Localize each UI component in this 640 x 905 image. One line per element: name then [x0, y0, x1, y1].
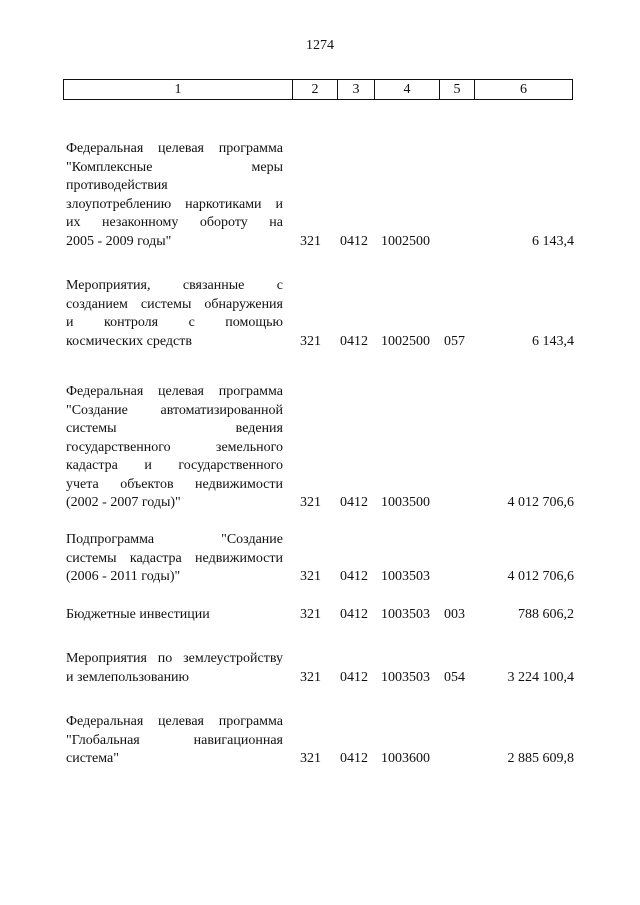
description-line: кадастра и государственного — [66, 458, 283, 473]
header-col-2: 2 — [292, 80, 337, 99]
cell-expense-type: 054 — [444, 669, 465, 685]
cell-glava: 321 — [300, 495, 321, 510]
description-line: Бюджетные инвестиции — [66, 607, 210, 622]
cell-target-article: 1002500 — [381, 233, 430, 249]
cell-sum: 6 143,4 — [532, 333, 574, 349]
cell-sum: 788 606,2 — [518, 607, 574, 622]
description-line: "Комплексные меры — [66, 159, 283, 175]
description-line: Федеральная целевая программа — [66, 384, 283, 399]
cell-sum: 4 012 706,6 — [507, 495, 574, 510]
cell-glava: 321 — [300, 607, 321, 622]
row-description — [66, 650, 283, 687]
description-line: и контроля с помощью — [66, 315, 283, 330]
description-line: 2005 - 2009 годы" — [66, 233, 172, 249]
cell-target-article: 1003503 — [381, 569, 430, 584]
description-line: созданием системы обнаружения — [66, 296, 283, 312]
cell-target-article: 1003503 — [381, 669, 430, 685]
description-line: Мероприятия, связанные с — [66, 278, 283, 293]
header-col-1: 1 — [174, 82, 182, 97]
description-line: и землепользованию — [66, 669, 190, 685]
header-col-6: 6 — [474, 80, 572, 99]
row-description — [66, 713, 283, 769]
cell-expense-type: 003 — [444, 607, 465, 622]
cell-glava: 321 — [300, 669, 321, 685]
row-description — [66, 606, 283, 625]
description-line: космических средств — [66, 333, 192, 349]
description-line: (2006 - 2011 годы)" — [66, 569, 181, 584]
cell-sum: 2 885 609,8 — [507, 751, 574, 766]
cell-glava: 321 — [300, 333, 321, 349]
header-col-5: 5 — [439, 80, 474, 99]
description-line: государственного земельного — [66, 439, 283, 455]
cell-target-article: 1003500 — [381, 495, 430, 510]
cell-razdel: 0412 — [340, 233, 368, 249]
cell-razdel: 0412 — [340, 607, 368, 622]
cell-razdel: 0412 — [340, 495, 368, 510]
cell-sum: 6 143,4 — [532, 233, 574, 249]
cell-razdel: 0412 — [340, 669, 368, 685]
description-line: злоупотреблению наркотиками и — [66, 196, 283, 212]
page-number: 1274 — [306, 38, 334, 53]
description-line: Мероприятия по землеустройству — [66, 651, 283, 666]
description-line: учета объектов недвижимости — [66, 476, 283, 492]
header-col-4: 4 — [374, 80, 439, 99]
cell-glava: 321 — [300, 569, 321, 584]
table-header — [63, 79, 573, 100]
row-description — [66, 140, 283, 251]
cell-razdel: 0412 — [340, 751, 368, 766]
description-line: (2002 - 2007 годы)" — [66, 495, 181, 510]
description-line: их незаконному обороту на — [66, 215, 283, 230]
row-description — [66, 383, 283, 513]
description-line: системы кадастра недвижимости — [66, 550, 283, 566]
description-line: Подпрограмма "Создание — [66, 532, 283, 547]
cell-glava: 321 — [300, 751, 321, 766]
cell-razdel: 0412 — [340, 569, 368, 584]
cell-target-article: 1002500 — [381, 333, 430, 349]
row-description — [66, 277, 283, 351]
description-line: Федеральная целевая программа — [66, 141, 283, 156]
cell-razdel: 0412 — [340, 333, 368, 349]
cell-target-article: 1003600 — [381, 751, 430, 766]
cell-target-article: 1003503 — [381, 607, 430, 622]
cell-expense-type: 057 — [444, 333, 465, 349]
description-line: Федеральная целевая программа — [66, 714, 283, 729]
row-description — [66, 531, 283, 587]
cell-sum: 3 224 100,4 — [507, 669, 574, 685]
description-line: противодействия — [66, 178, 168, 193]
cell-glava: 321 — [300, 233, 321, 249]
cell-sum: 4 012 706,6 — [507, 569, 574, 584]
description-line: "Глобальная навигационная — [66, 732, 283, 748]
description-line: система" — [66, 751, 119, 766]
header-col-3: 3 — [337, 80, 374, 99]
description-line: "Создание автоматизированной — [66, 402, 283, 418]
description-line: системы ведения — [66, 421, 283, 436]
